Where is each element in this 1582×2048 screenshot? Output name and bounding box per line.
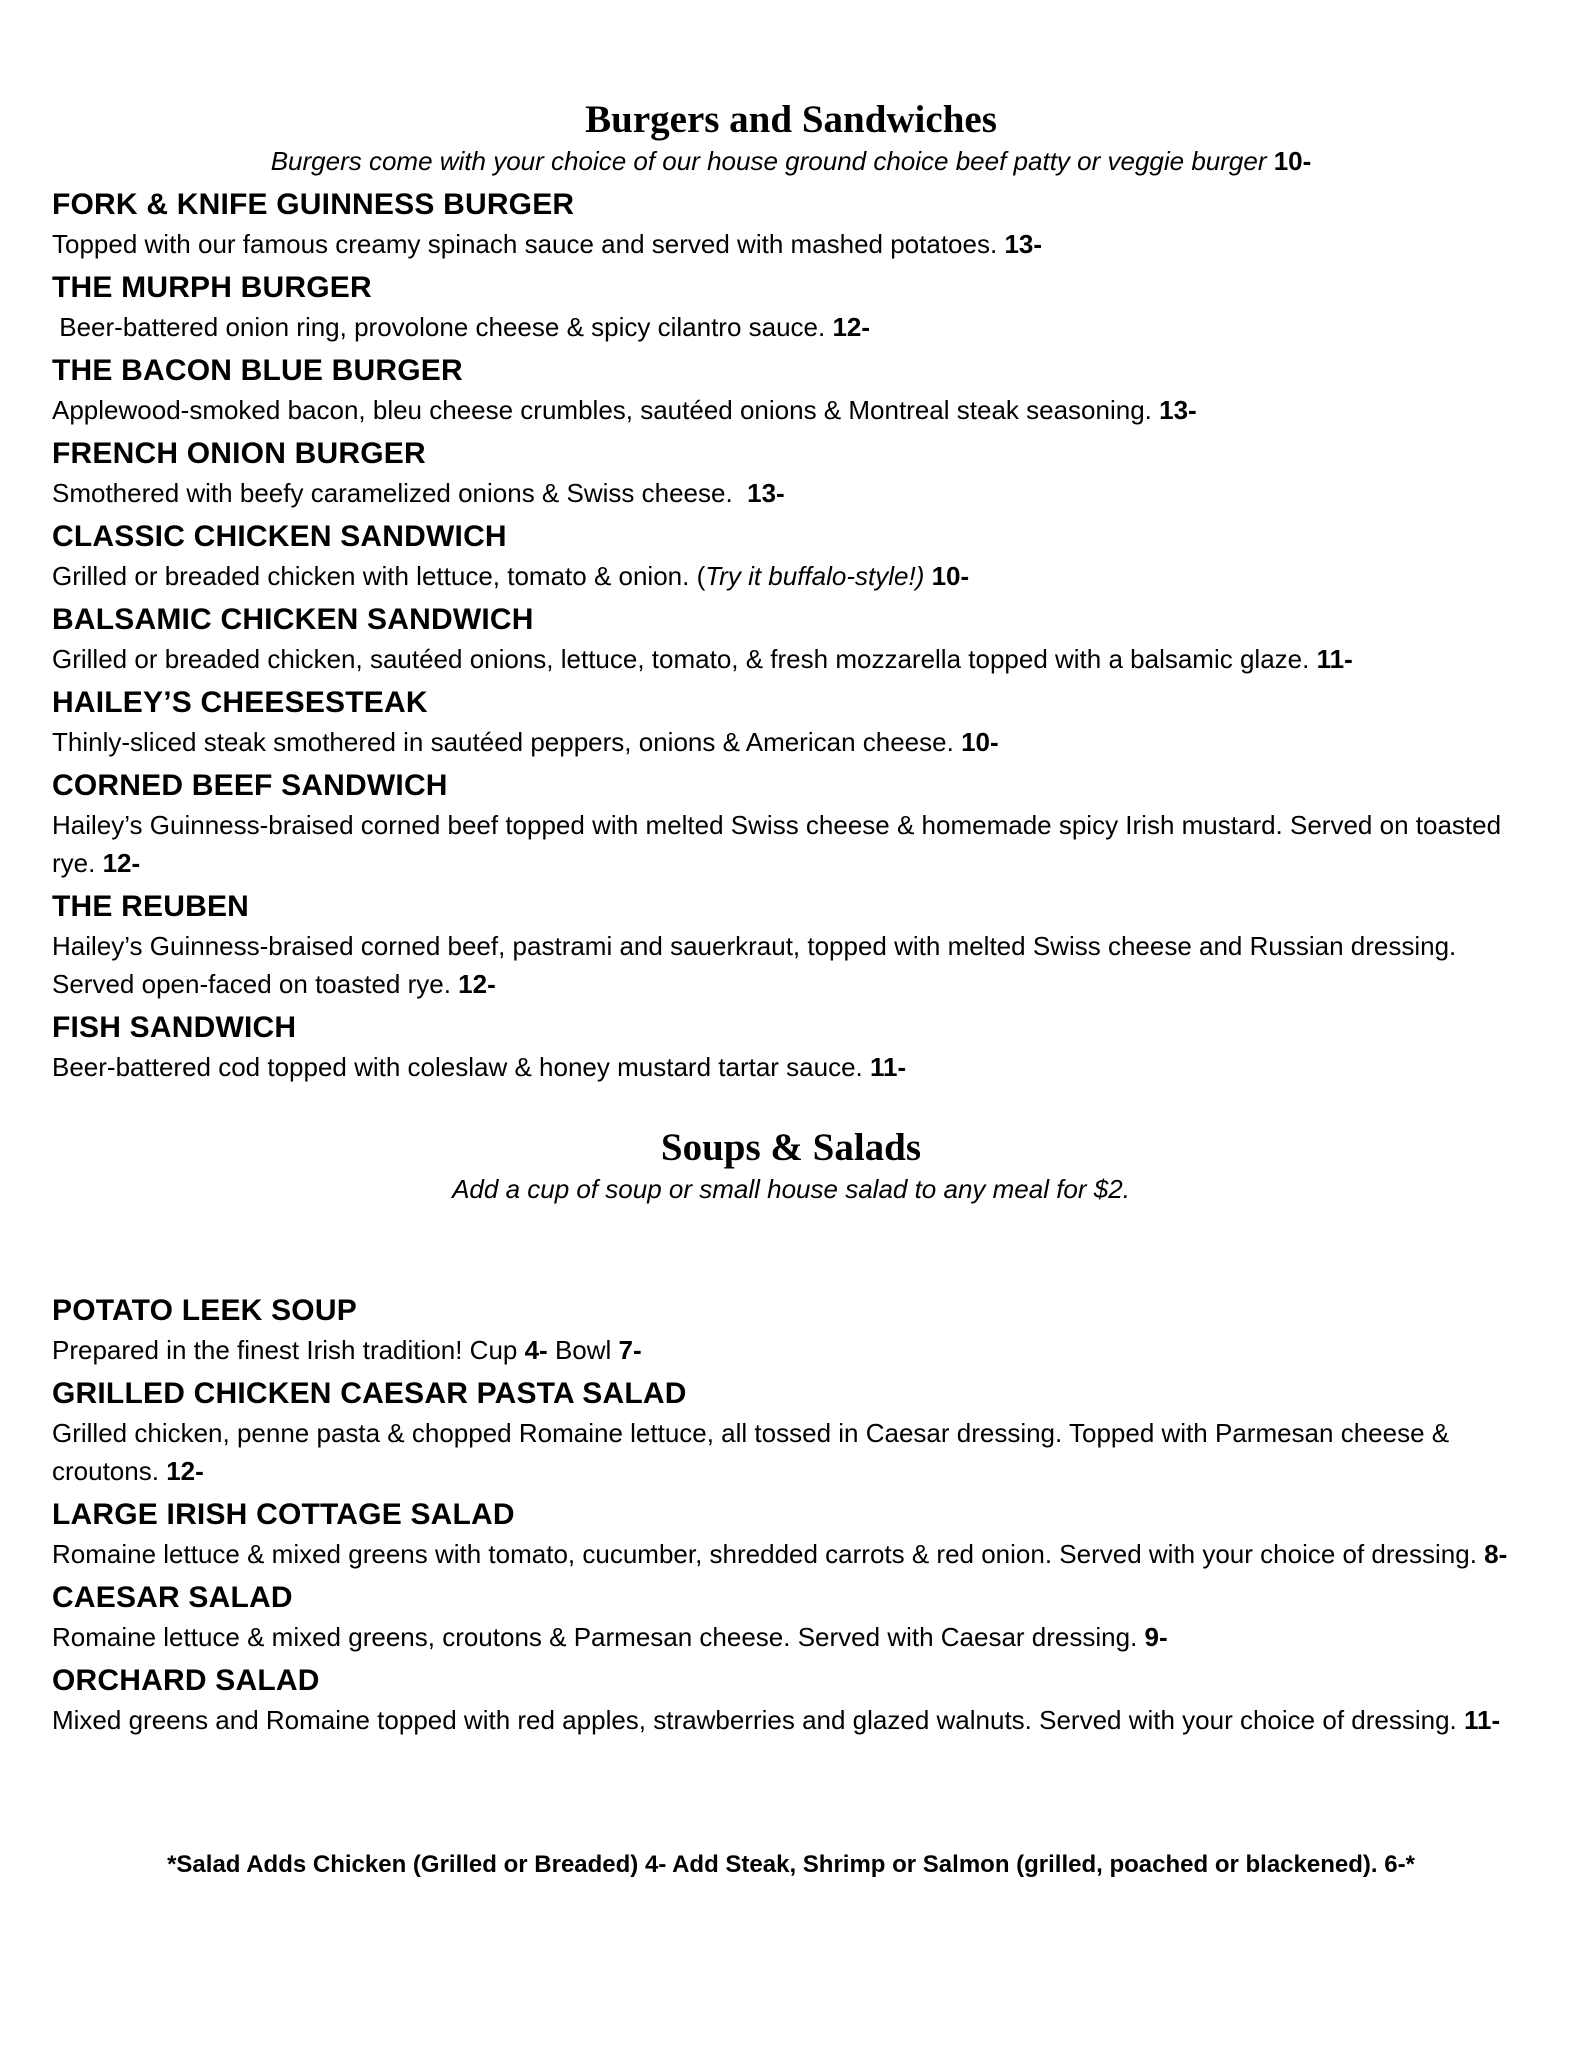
item-description xyxy=(52,1331,1512,1369)
item-description xyxy=(52,474,1512,512)
item-price: 9- xyxy=(1144,1622,1168,1652)
menu-item xyxy=(52,766,1512,882)
menu-item xyxy=(52,434,1512,512)
item-price: 12- xyxy=(166,1456,204,1486)
menu-item xyxy=(52,1008,1512,1086)
item-name: FISH SANDWICH xyxy=(52,1011,297,1044)
item-name: BALSAMIC CHICKEN SANDWICH xyxy=(52,603,534,636)
item-name: ORCHARD SALAD xyxy=(52,1664,320,1697)
item-name: CAESAR SALAD xyxy=(52,1581,293,1614)
soups-note: Add a cup of soup or small house salad to any meal for $2. xyxy=(452,1174,1130,1204)
item-price: 4- xyxy=(524,1335,548,1365)
item-price: 12- xyxy=(102,848,141,878)
soups-list xyxy=(52,1291,1512,1744)
item-name: LARGE IRISH COTTAGE SALAD xyxy=(52,1498,515,1531)
menu-item xyxy=(52,1291,1512,1369)
menu-item xyxy=(52,185,1512,263)
item-price: 12- xyxy=(832,312,871,342)
burgers-list xyxy=(52,185,1512,1091)
menu-item xyxy=(52,517,1512,595)
item-name: FORK & KNIFE GUINNESS BURGER xyxy=(52,188,575,221)
item-price: 13- xyxy=(1004,229,1043,259)
burgers-note xyxy=(0,144,1582,178)
item-desc-text: Beer-battered onion ring, provolone cheese & spicy cilantro sauce. xyxy=(59,312,826,342)
menu-item xyxy=(52,600,1512,678)
soups-header xyxy=(0,1126,1582,1206)
burgers-title: Burgers and Sandwiches xyxy=(585,98,997,141)
item-description xyxy=(52,1618,1512,1656)
menu-item xyxy=(52,1578,1512,1656)
item-desc-text: Romaine lettuce & mixed greens with tomato, cucumber, shredded carrots & red onion. Served with your choice of dressing. xyxy=(52,1539,1477,1569)
item-desc-text: Grilled or breaded chicken with lettuce, tomato & onion. ( xyxy=(52,561,706,591)
item-desc-text: Mixed greens and Romaine topped with red apples, strawberries and glazed walnuts. Served with your choice of dressing. xyxy=(52,1705,1457,1735)
menu-item xyxy=(52,268,1512,346)
item-description xyxy=(52,927,1512,1003)
menu-item xyxy=(52,1374,1512,1490)
item-name: HAILEY’S CHEESESTEAK xyxy=(52,686,428,719)
item-price: 11- xyxy=(870,1052,907,1082)
item-price: 13- xyxy=(1159,395,1197,425)
item-desc-text: Topped with our famous creamy spinach sauce and served with mashed potatoes. xyxy=(52,229,998,259)
item-description xyxy=(52,723,1512,761)
item-desc-text: Beer-battered cod topped with coleslaw & honey mustard tartar sauce. xyxy=(52,1052,863,1082)
burgers-note-text: Burgers come with your choice of our house ground choice beef patty or veggie burger xyxy=(270,146,1267,176)
item-price: 13- xyxy=(747,478,785,508)
item-price: 12- xyxy=(458,969,496,999)
salad-adds-footnote: *Salad Adds Chicken (Grilled or Breaded) 4- Add Steak, Shrimp or Salmon (grilled, poached or blackened). 6-* xyxy=(167,1851,1415,1878)
item-name: GRILLED CHICKEN CAESAR PASTA SALAD xyxy=(52,1377,687,1410)
item-description xyxy=(52,640,1512,678)
menu-item xyxy=(52,1495,1512,1573)
item-desc-text: Applewood-smoked bacon, bleu cheese crumbles, sautéed onions & Montreal steak seasoning. xyxy=(52,395,1152,425)
menu-item xyxy=(52,351,1512,429)
item-description xyxy=(52,225,1512,263)
item-description xyxy=(52,1701,1512,1739)
item-desc-text: Hailey’s Guinness-braised corned beef topped with melted Swiss cheese & homemade spicy Irish mustard. Served on toasted rye. xyxy=(52,810,1502,878)
item-name: THE REUBEN xyxy=(52,890,250,923)
item-name: CLASSIC CHICKEN SANDWICH xyxy=(52,520,507,553)
item-price: 10- xyxy=(961,727,999,757)
item-price: 11- xyxy=(1316,644,1353,674)
item-price: 8- xyxy=(1484,1539,1508,1569)
item-desc-text: Prepared in the finest Irish tradition! Cup xyxy=(52,1335,518,1365)
menu-item xyxy=(52,1661,1512,1739)
item-name: POTATO LEEK SOUP xyxy=(52,1294,357,1327)
item-desc-italic: Try it buffalo-style!) xyxy=(705,561,925,591)
item-desc-text: Thinly-sliced steak smothered in sautéed peppers, onions & American cheese. xyxy=(52,727,954,757)
burgers-note-price: 10- xyxy=(1273,146,1312,176)
item-description xyxy=(52,308,1512,346)
item-name: THE BACON BLUE BURGER xyxy=(52,354,463,387)
item-description xyxy=(52,1048,1512,1086)
item-name: FRENCH ONION BURGER xyxy=(52,437,426,470)
item-name: CORNED BEEF SANDWICH xyxy=(52,769,448,802)
item-description xyxy=(52,806,1512,882)
item-price-2: 7- xyxy=(618,1335,642,1365)
soups-title: Soups & Salads xyxy=(660,1126,922,1169)
item-price: 11- xyxy=(1464,1705,1501,1735)
burgers-header xyxy=(0,98,1582,178)
item-name: THE MURPH BURGER xyxy=(52,271,372,304)
item-desc-text: Grilled or breaded chicken, sautéed onions, lettuce, tomato, & fresh mozzarella topped with a balsamic glaze. xyxy=(52,644,1310,674)
item-description xyxy=(52,1414,1512,1490)
item-description xyxy=(52,557,1512,595)
item-desc-text-2: Bowl xyxy=(554,1335,612,1365)
menu-item xyxy=(52,887,1512,1003)
item-desc-text: Grilled chicken, penne pasta & chopped Romaine lettuce, all tossed in Caesar dressing. Topped with Parmesan cheese & croutons. xyxy=(52,1418,1450,1486)
item-description xyxy=(52,1535,1512,1573)
item-desc-text: Romaine lettuce & mixed greens, croutons & Parmesan cheese. Served with Caesar dressing. xyxy=(52,1622,1138,1652)
item-desc-text: Smothered with beefy caramelized onions & Swiss cheese. xyxy=(52,478,733,508)
item-desc-text: Hailey’s Guinness-braised corned beef, pastrami and sauerkraut, topped with melted Swiss cheese and Russian dressing. Served open-faced on toasted rye. xyxy=(52,931,1457,999)
menu-item xyxy=(52,683,1512,761)
item-description xyxy=(52,391,1512,429)
item-price: 10- xyxy=(931,561,970,591)
